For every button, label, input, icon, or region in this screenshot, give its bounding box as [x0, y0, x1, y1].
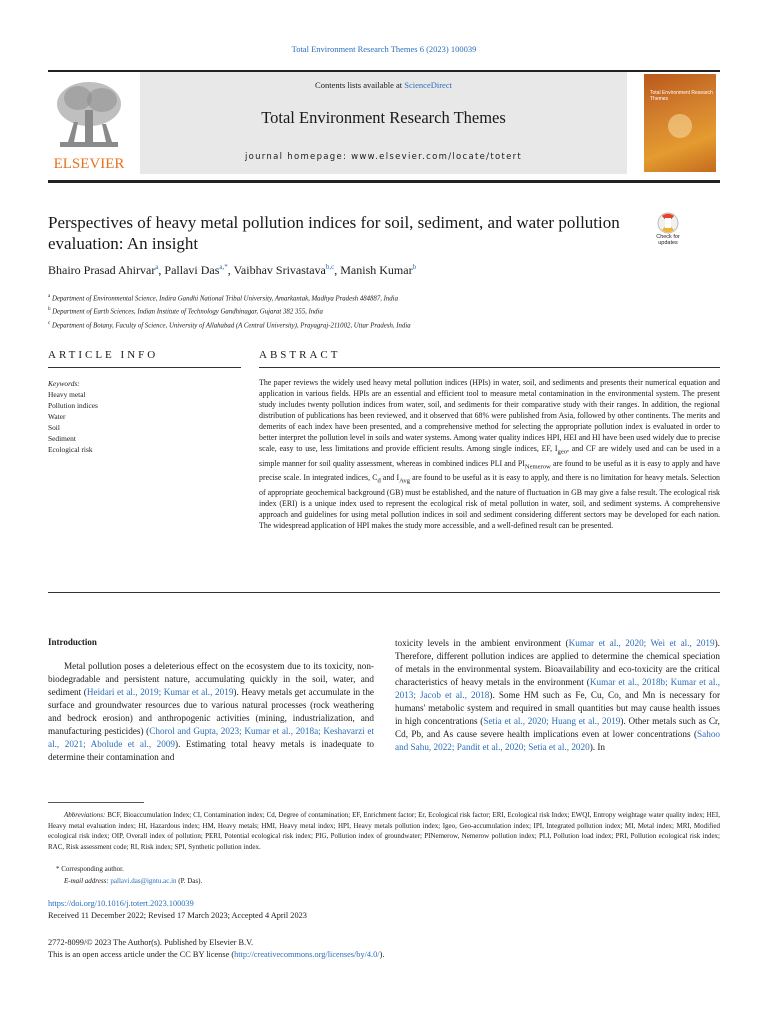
affiliation-mark: b	[48, 307, 51, 313]
corresponding-author-note: * Corresponding author.	[56, 865, 124, 873]
citation-link[interactable]: Sahoo and Sahu, 2022; Pandit et al., 2020; Setia et al., 2020	[395, 729, 720, 752]
received-dates: Received 11 December 2022; Revised 17 March 2023; Accepted 4 April 2023	[48, 911, 307, 920]
keyword: Ecological risk	[48, 445, 93, 454]
abstract-text	[259, 377, 720, 531]
article-info-rule	[48, 367, 241, 368]
journal-masthead	[48, 72, 720, 176]
abstract-subscript: Nemerow	[524, 463, 551, 471]
abstract-subscript: Avg	[399, 477, 410, 485]
author-name[interactable]: Bhairo Prasad Ahirvar	[48, 263, 156, 277]
doi-url[interactable]: https://doi.org/10.1016/j.totert.2023.100039	[48, 899, 194, 908]
keywords-block	[48, 378, 238, 455]
journal-banner	[140, 72, 627, 174]
issn-copyright: 2772-8099/© 2023 The Author(s). Published by Elsevier B.V.	[48, 938, 254, 947]
citation-link[interactable]: Heidari et al., 2019; Kumar et al., 2019	[86, 687, 234, 697]
body-text: toxicity levels in the ambient environment (	[395, 638, 569, 648]
license-prefix: This is an open access article under the CC BY license (	[48, 950, 235, 959]
abstract-segment: , and CF are widely used and can be used in a simple manner for soil quality assessment, whereas in combined indices PLI and PI	[259, 444, 720, 468]
affiliations	[48, 291, 720, 331]
email-link[interactable]: pallavi.das@igntu.ac.in	[110, 877, 177, 885]
citation-link[interactable]: Setia et al., 2020; Huang et al., 2019	[483, 716, 621, 726]
author-name[interactable]: Pallavi Das	[164, 263, 220, 277]
cover-title: Total Environment Research Themes	[650, 90, 713, 102]
footnote-rule	[48, 802, 144, 803]
body-text: ). Therefore, different pollution indices are applied to determine the chemical speciation of metals in the environmental system. Bioavailability and eco-toxicity are the critical characteristics of heavy metals in the environment (	[395, 638, 720, 687]
abstract-segment: are found to be useful as it is easy to apply, and there is no limitation for heavy metals. Selection of appropriate geochemical background (GB) must be established, and the nature of fluctuation in GB may give a false result. The ecological risk index (ERI) is a unique index used to represent the ecological risk of metal pollution in water, soil, and sediment systems. A comprehensive approach and guidelines for using metal pollution indices in soil and sediment considering different sectors may be developed for each nation. The widespread application of HPI makes the study more accessible, and a well-defined result can be presented.	[259, 473, 721, 530]
journal-cover-thumbnail[interactable]	[644, 74, 716, 172]
masthead-bottom-rule	[48, 180, 720, 183]
license-link[interactable]: http://creativecommons.org/licenses/by/4.0/	[234, 950, 380, 959]
affiliation-text: Department of Environmental Science, Indira Gandhi National Tribal University, Amarkantak, Madhya Pradesh 484887, India	[51, 295, 398, 303]
author-affil-mark[interactable]: a,*	[219, 263, 228, 271]
abstract-heading: ABSTRACT	[259, 349, 341, 361]
body-text: Metal pollution poses a deleterious effect on the ecosystem due to its toxicity, non-biodegradable and persistent nature, accumulating quickly in the soil, water, and sediment (	[48, 661, 374, 697]
keyword: Soil	[48, 423, 60, 432]
article-title: Perspectives of heavy metal pollution indices for soil, sediment, and water pollution evaluation: An insight	[48, 213, 620, 253]
sciencedirect-link[interactable]: ScienceDirect	[404, 80, 452, 90]
keywords-label: Keywords:	[48, 379, 80, 388]
body-text: ). Heavy metals get accumulate in the surface and groundwater resources due to various natural processes (rock weathering and bedrock erosion) and anthropogenic activities (mining, industrialization, and manufacturing pesticides) (	[48, 687, 374, 736]
author-list: Bhairo Prasad Ahirvar$^a$, Pallavi Das$^{a,*}$, Vaibhav Srivastava$^{b,c}$, Manish Kumar$^b$	[48, 263, 417, 277]
cover-graphic	[668, 114, 692, 138]
abstract-segment: are found to be useful as it is easy to apply and have precise scale. In integrated indices, C	[259, 458, 720, 483]
author-affil-mark[interactable]: b,c	[325, 263, 335, 271]
body-text: ). Other metals such as Cr, Cd, Pb, and As cause severe health implications even at lower concentrations (	[395, 716, 720, 739]
contents-line	[140, 80, 627, 90]
abbreviations-footnote	[48, 810, 720, 852]
article-info-heading: ARTICLE INFO	[48, 349, 159, 361]
body-text: ). Some HM such as Fe, Cu, Co, and Mn is necessary for humans' metabolic system and required in small quantities but may cause health issues in high concentrations (	[395, 690, 720, 726]
abstract-segment: The paper reviews the widely used heavy metal pollution indices (HPIs) in water, soil, and sediments and presents their numerical equation and application in various fields. HPIs are an essential and efficient tool to measure metal contamination in the environmental system. The present study includes twenty pollution indices from water, soil, and sediments for their comparative study with their ranges. In addition, the regional distribution of publications has been reviewed, and it observed that 68% were published from Asia, followed by other continents. The merits and demerits of each index have been presented, and a comprehensive method for selecting the appropriate pollution index is evaluated in order to better interpret the pollution level in soils and water systems. Among water quality indices HPI, HEI and HI have been used widely due to precise scale, easy to use, less limitations and provide efficient results. Among single indices, EF, I	[259, 378, 720, 453]
citation-link[interactable]: Kumar et al., 2018b; Kumar et al., 2013; Jacob et al., 2018	[395, 677, 720, 700]
doi-link[interactable]	[48, 899, 194, 908]
affiliation-text: Department of Earth Sciences, Indian Institute of Technology Gandhinagar, Gujarat 382 355, India	[52, 308, 323, 316]
journal-title: Total Environment Research Themes	[261, 108, 506, 127]
author-name[interactable]: Manish Kumar	[340, 263, 413, 277]
introduction-right-column	[395, 637, 720, 754]
body-text: ). Estimating total heavy metals is inadequate to determine their contamination and	[48, 739, 374, 762]
keyword: Sediment	[48, 434, 76, 443]
license-suffix: ).	[379, 950, 385, 959]
introduction-heading: Introduction	[48, 637, 97, 647]
affiliation-mark: c	[48, 320, 51, 326]
contents-prefix: Contents lists available at	[315, 80, 405, 90]
keyword: Pollution indices	[48, 401, 98, 410]
email-label: E-mail address:	[64, 877, 111, 885]
citation-link[interactable]: Chorol and Gupta, 2023; Kumar et al., 2018a; Keshavarzi et al., 2021; Abolude et al., 2009	[48, 726, 374, 749]
journal-homepage[interactable]: journal homepage: www.elsevier.com/locate/totert	[244, 152, 523, 162]
email-line	[64, 877, 202, 885]
abbreviations-text: BCF, Bioaccumulation Index; CI, Contamination index; Cd, Degree of contamination; EF, Enrichment factor; Er, Ecological risk factor; ERI, Ecological risk Index; EWQI, Entropy weightage water quality index; HEI, Heavy metal evaluation index; HI, Hazardous index; HM, Heavy metals; HMI, Heavy metal index; HPI, Heavy metals pollution index; Igeo, Geo-accumulation index; IPI, Integrated pollution index; MI, Metal index; MRI, Modified ecological risk index; OIP, Overall index of pollution; PERI, Potential ecological risk index; PIG, Pollution index of groundwater; PINemerow, Nemerow pollution index; PLI, Pollution load index; PRI, Pollution ecological risk index; RAC, Risk assessment code; RI, Risk index; SPI, Synthetic pollution index.	[48, 811, 720, 851]
running-head[interactable]: Total Environment Research Themes 6 (2023) 100039	[291, 44, 477, 54]
email-suffix: (P. Das).	[176, 877, 203, 885]
author-affil-mark[interactable]: a	[155, 263, 159, 271]
abstract-end-rule	[48, 592, 720, 593]
affiliation-line	[48, 318, 720, 331]
elsevier-logo[interactable]	[48, 76, 130, 176]
abstract-segment: and I	[380, 473, 400, 483]
body-text: ). In	[589, 742, 606, 752]
citation-link[interactable]: Kumar et al., 2020; Wei et al., 2019	[568, 638, 715, 648]
keyword: Water	[48, 412, 66, 421]
abstract-rule	[259, 367, 720, 368]
abbreviations-label: Abbreviations:	[64, 811, 106, 819]
affiliation-line	[48, 291, 720, 304]
affiliation-mark: a	[48, 294, 51, 299]
abstract-subscript: geo	[557, 448, 568, 456]
author-affil-mark[interactable]: b	[412, 263, 417, 271]
elsevier-wordmark: ELSEVIER	[53, 156, 125, 172]
keyword: Heavy metal	[48, 390, 86, 399]
introduction-left-column	[48, 660, 374, 764]
abstract-subscript: d	[377, 477, 381, 485]
author-name[interactable]: Vaibhav Srivastava	[233, 263, 326, 277]
affiliation-line	[48, 304, 720, 317]
check-for-updates-label[interactable]: Check for updates	[656, 234, 680, 246]
license-line	[48, 950, 384, 959]
affiliation-text: Department of Botany, Faculty of Science, University of Allahabad (A Central University), Prayagraj-211002, Uttar Pradesh, India	[51, 321, 411, 329]
